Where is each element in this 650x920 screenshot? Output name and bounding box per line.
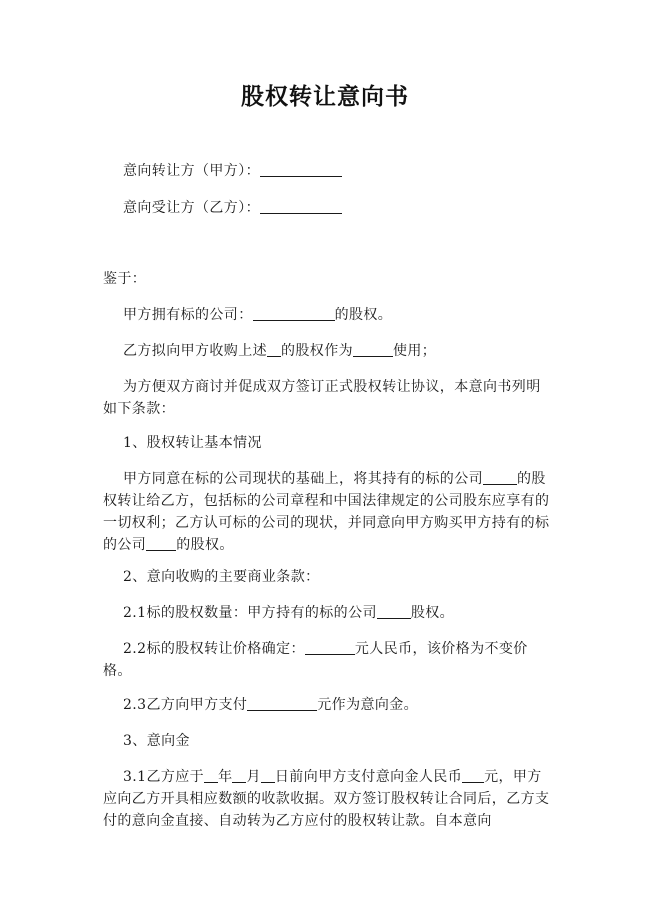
clause-3-1-text-c: 元，甲方应向乙方开具相应数额的收款收据。双方签订股权转让合同后，乙方支付的意向金直接、自动转为乙方应付的股权转让款。自本意向: [103, 769, 550, 829]
section-1-text-c: 的股权。: [176, 537, 234, 553]
section-2-title: 2、意向收购的主要商业条款：: [123, 569, 320, 585]
clause-2-1-blank: [377, 603, 411, 619]
recital-3: 为方便双方商讨并促成双方签订正式股权转让协议，本意向书列明如下条款：: [103, 379, 541, 417]
recital-2: [103, 340, 550, 362]
target-company-blank: [253, 305, 335, 321]
party-a-blank: [260, 161, 342, 177]
clause-3-1-text-b: 日前向甲方支付意向金人民币: [274, 769, 463, 785]
recital-2-suffix: 使用；: [393, 343, 437, 359]
clause-2-3-text: 2.3乙方向甲方支付: [123, 697, 248, 713]
year-blank: [204, 767, 218, 783]
recital-1-suffix: 的股权。: [334, 307, 393, 323]
year-label: 年: [218, 769, 233, 785]
recital-1: [103, 304, 550, 326]
clause-2-1-text: 2.1标的股权数量：甲方持有的标的公司: [123, 605, 377, 621]
party-b-label: 意向受让方（乙方）：: [123, 200, 260, 216]
clause-2-2-text: 2.2标的股权转让价格确定：: [123, 641, 305, 657]
recital-2-mid: 的股权作为: [281, 343, 353, 359]
party-a-line: [103, 160, 550, 182]
document-title: 股权转让意向书: [241, 84, 409, 110]
section-1-blank-2: [146, 535, 176, 551]
recital-2-blank-2: [353, 341, 393, 357]
clause-2-3-suffix: 元作为意向金。: [317, 697, 419, 713]
section-1-blank-1: [483, 469, 517, 485]
clause-3-1-text-a: 3.1乙方应于: [123, 769, 205, 785]
month-blank: [232, 767, 246, 783]
section-1-text-a: 甲方同意在标的公司现状的基础上，将其持有的标的公司: [123, 471, 483, 487]
deposit-amount-blank: [462, 767, 484, 783]
clause-2-2-blank: [305, 639, 355, 655]
recital-2-blank-1: [267, 341, 281, 357]
clause-2-1-suffix: 股权。: [410, 605, 455, 621]
section-3-title: 3、意向金: [123, 733, 190, 749]
month-label: 月: [246, 769, 261, 785]
clause-2-3: [103, 694, 550, 716]
recital-2-text: 乙方拟向甲方收购上述: [123, 343, 267, 359]
section-1-text-b: 的股权转让给乙方，包括标的公司章程和中国法律规定的公司股东应享有的一切权利；乙方认可标的公司的现状，并同意向甲方购买甲方持有的标的公司: [103, 471, 550, 553]
clause-2-2: [103, 638, 550, 682]
day-blank: [261, 767, 275, 783]
whereas-heading: 鉴于：: [103, 271, 147, 287]
clause-2-1: [103, 602, 550, 624]
section-1-body: [103, 468, 550, 556]
party-a-label: 意向转让方（甲方）：: [123, 163, 260, 179]
party-b-blank: [260, 198, 342, 214]
party-b-line: [103, 197, 550, 219]
section-1-title: 1、股权转让基本情况: [123, 435, 262, 451]
clause-2-3-blank: [247, 695, 317, 711]
recital-1-text: 甲方拥有标的公司：: [123, 307, 253, 323]
clause-2-2-suffix: 元人民币，该价格为不变价格。: [103, 641, 528, 679]
clause-3-1: [103, 766, 550, 832]
